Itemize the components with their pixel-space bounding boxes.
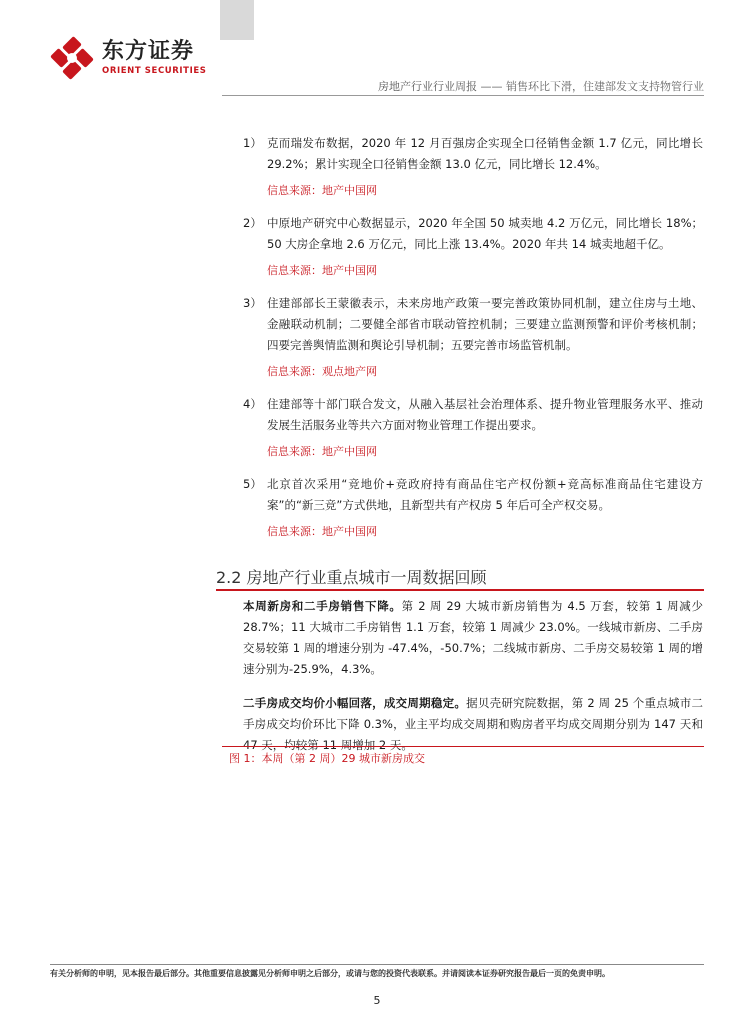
news-source: 信息来源：地产中国网 bbox=[267, 264, 377, 277]
orient-logo-icon bbox=[50, 36, 94, 80]
news-item bbox=[243, 133, 703, 199]
header-decor-band bbox=[220, 0, 254, 40]
section-divider bbox=[216, 589, 704, 591]
news-number: 1） bbox=[243, 136, 262, 150]
running-header bbox=[222, 78, 704, 94]
section-heading: 2.2 房地产行业重点城市一周数据回顾 bbox=[216, 568, 487, 587]
header-divider bbox=[222, 95, 704, 96]
data-review bbox=[243, 596, 703, 769]
figure-caption: 图 1：本周（第 2 周）29 城市新房成交 bbox=[229, 752, 425, 765]
news-number: 2） bbox=[243, 216, 262, 230]
news-text: 克而瑞发布数据，2020 年 12 月百强房企实现全口径销售金额 1.7 亿元，同比增长 29.2%；累计实现全口径销售金额 13.0 亿元，同比增长 12.4%。 bbox=[267, 136, 703, 171]
news-text: 北京首次采用“竞地价+竞政府持有商品住宅产权份额+竞高标准商品住宅建设方案”的“新三竞”方式供地，且新型共有产权房 5 年后可全产权交易。 bbox=[267, 477, 703, 512]
news-item bbox=[243, 394, 703, 460]
news-number: 4） bbox=[243, 397, 262, 411]
news-text: 住建部部长王蒙徽表示，未来房地产政策一要完善政策协同机制，建立住房与土地、金融联动机制；二要健全部省市联动管控机制；三要建立监测预警和评价考核机制；四要完善舆情监测和舆论引导机制；五要完善市场监管机制。 bbox=[267, 296, 703, 352]
review-paragraph bbox=[243, 596, 703, 680]
paragraph-lead: 本周新房和二手房销售下降。 bbox=[243, 599, 402, 613]
news-item bbox=[243, 293, 703, 380]
news-number: 3） bbox=[243, 296, 262, 310]
paragraph-body: 据贝壳研究院数据，第 2 周 25 个重点城市二手房成交均价环比下降 0.3%，业主平均成交周期和购房者平均成交周期分别为 147 天和 47 天，均较第 11 周增加 2 天。 bbox=[243, 696, 703, 752]
brand-name-cn: 东方证券 bbox=[102, 39, 195, 64]
news-text: 住建部等十部门联合发文，从融入基层社会治理体系、提升物业管理服务水平、推动发展生活服务业等共六方面对物业管理工作提出要求。 bbox=[267, 397, 703, 432]
news-source: 信息来源：地产中国网 bbox=[267, 184, 377, 197]
news-source: 信息来源：地产中国网 bbox=[267, 445, 377, 458]
company-logo bbox=[50, 36, 206, 80]
disclaimer-text: 有关分析师的申明，见本报告最后部分。其他重要信息披露见分析师申明之后部分，或请与您的投资代表联系。并请阅读本证券研究报告最后一页的免责申明。 bbox=[50, 969, 610, 978]
page-number: 5 bbox=[373, 994, 381, 1007]
news-text: 中原地产研究中心数据显示，2020 年全国 50 城卖地 4.2 万亿元，同比增长 18%；50 大房企拿地 2.6 万亿元，同比上涨 13.4%。2020 年共 14 城卖地超千亿。 bbox=[267, 216, 703, 251]
news-list bbox=[243, 133, 703, 554]
news-item bbox=[243, 474, 703, 540]
figure-divider bbox=[222, 746, 704, 747]
news-source: 信息来源：观点地产网 bbox=[267, 365, 377, 378]
report-subtitle: 销售环比下滑，住建部发文支持物管行业 bbox=[506, 80, 704, 93]
paragraph-body: 第 2 周 29 大城市新房销售为 4.5 万套，较第 1 周减少 28.7%；11 大城市二手房销售 1.1 万套，较第 1 周减少 23.0%。一线城市新房、二手房交易较第 1 周的增速分别为 -47.4%，-50.7%；二线城市新房、二手房交易较第 1 周的增速分别为-25.9%，4.3%。 bbox=[243, 599, 703, 676]
brand-name-en: ORIENT SECURITIES bbox=[102, 66, 207, 76]
paragraph-lead: 二手房成交均价小幅回落，成交周期稳定。 bbox=[243, 696, 467, 710]
news-source: 信息来源：地产中国网 bbox=[267, 525, 377, 538]
news-number: 5） bbox=[243, 477, 262, 491]
footer-divider bbox=[50, 964, 704, 965]
report-type: 房地产行业行业周报 bbox=[378, 80, 477, 93]
news-item bbox=[243, 213, 703, 279]
header-dash: —— bbox=[480, 80, 503, 93]
